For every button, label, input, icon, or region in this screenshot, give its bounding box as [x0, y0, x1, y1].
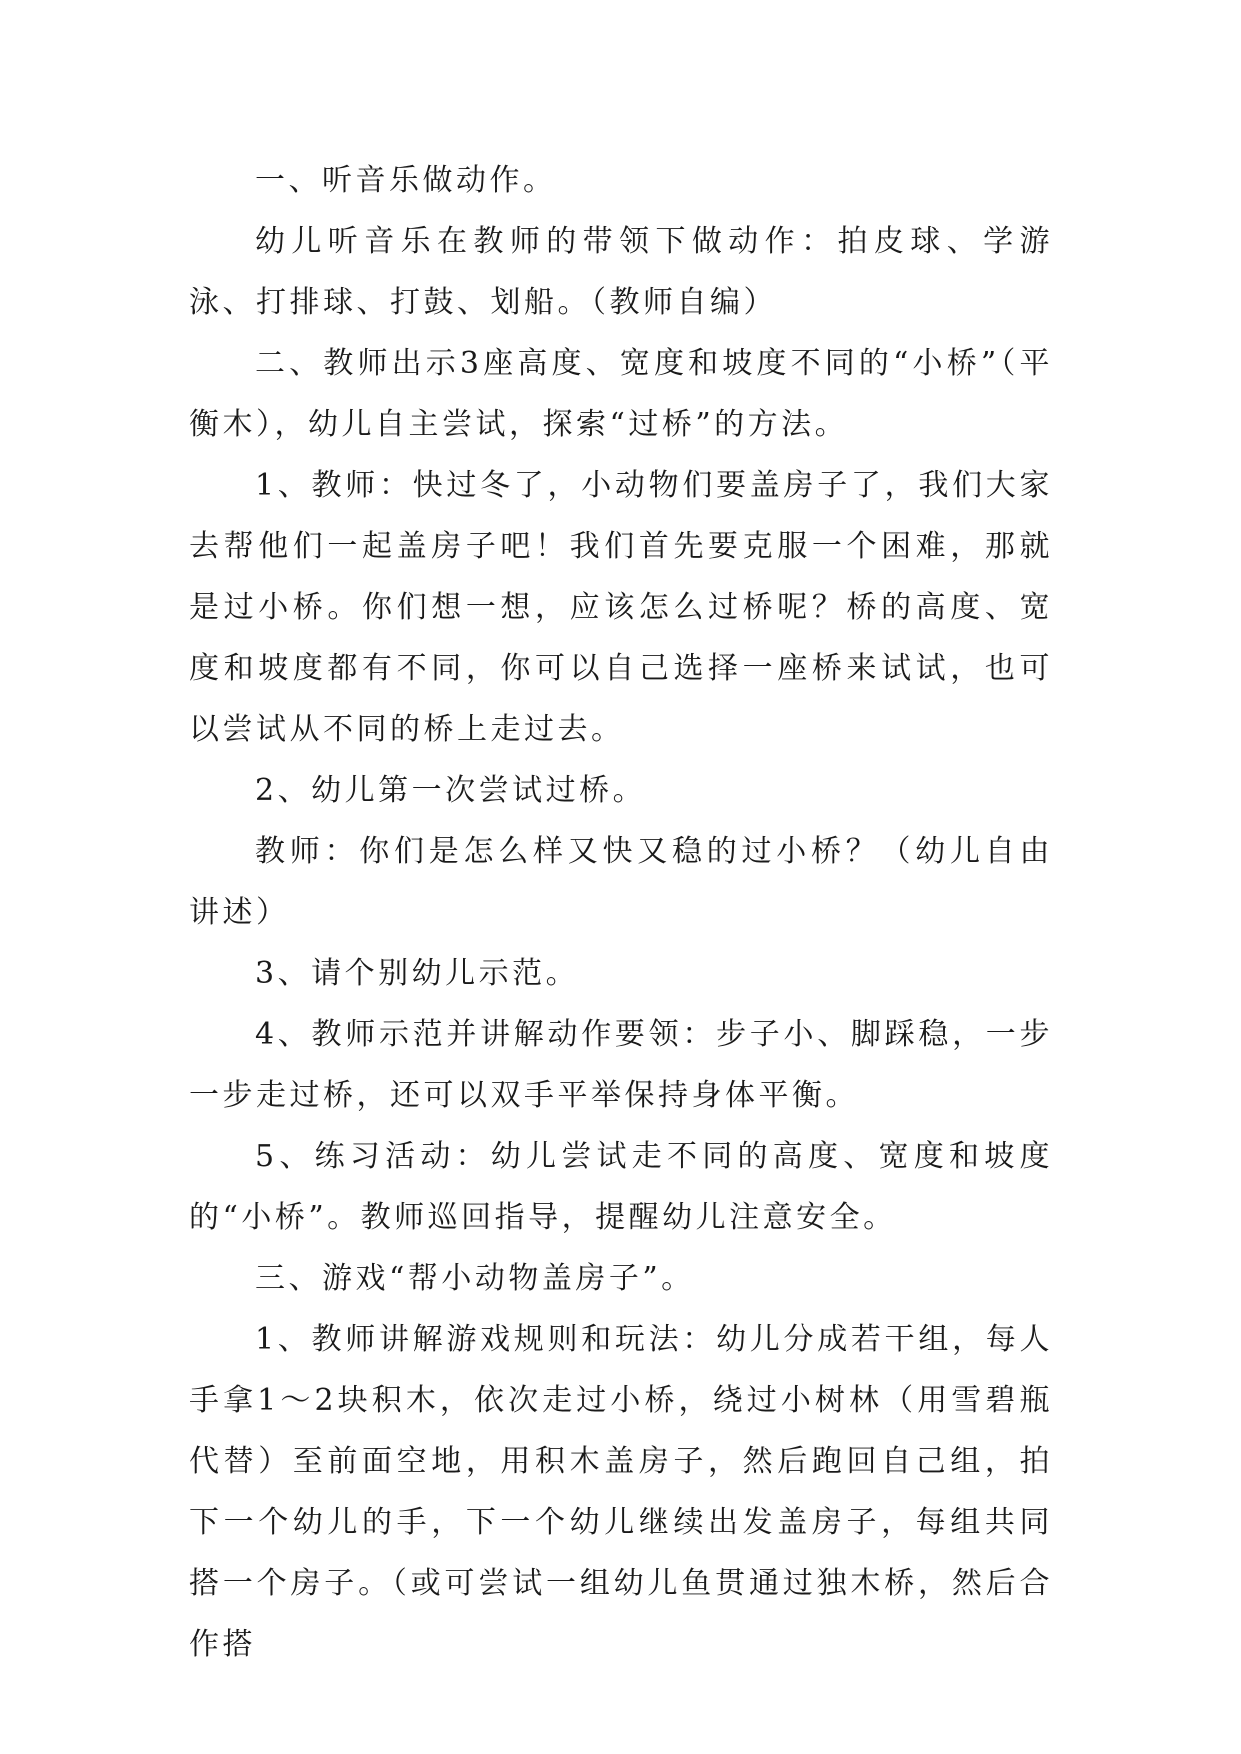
paragraph: 4、教师示范并讲解动作要领：步子小、脚踩稳，一步一步走过桥，还可以双手平举保持身体平衡。	[189, 1017, 1053, 1113]
paragraph: 教师：你们是怎么样又快又稳的过小桥？（幼儿自由讲述）	[189, 834, 1053, 930]
paragraph: 2、幼儿第一次尝试过桥。	[255, 773, 647, 808]
paragraph: 1、教师：快过冬了，小动物们要盖房子了，我们大家去帮他们一起盖房子吧！我们首先要克服一个困难，那就是过小桥。你们想一想，应该怎么过桥呢？桥的高度、宽度和坡度都有不同，你可以自己选择一座桥来试试，也可以尝试从不同的桥上走过去。	[189, 468, 1053, 747]
section-heading-1: 一、听音乐做动作。	[255, 163, 557, 198]
section-heading-3: 三、游戏“帮小动物盖房子”。	[255, 1261, 695, 1296]
document-body	[189, 150, 1053, 1675]
paragraph: 5、练习活动：幼儿尝试走不同的高度、宽度和坡度的“小桥”。教师巡回指导，提醒幼儿注意安全。	[189, 1139, 1053, 1235]
paragraph: 3、请个别幼儿示范。	[255, 956, 580, 991]
section-heading-2: 二、教师出示3座高度、宽度和坡度不同的“小桥”（平衡木），幼儿自主尝试，探索“过桥”的方法。	[189, 346, 1053, 442]
paragraph: 幼儿听音乐在教师的带领下做动作：拍皮球、学游泳、打排球、打鼓、划船。（教师自编）	[189, 224, 1053, 320]
paragraph: 1、教师讲解游戏规则和玩法：幼儿分成若干组，每人手拿1～2块积木，依次走过小桥，绕过小树林（用雪碧瓶代替）至前面空地，用积木盖房子，然后跑回自己组，拍下一个幼儿的手，下一个幼儿继续出发盖房子，每组共同搭一个房子。（或可尝试一组幼儿鱼贯通过独木桥，然后合作搭	[189, 1322, 1053, 1662]
